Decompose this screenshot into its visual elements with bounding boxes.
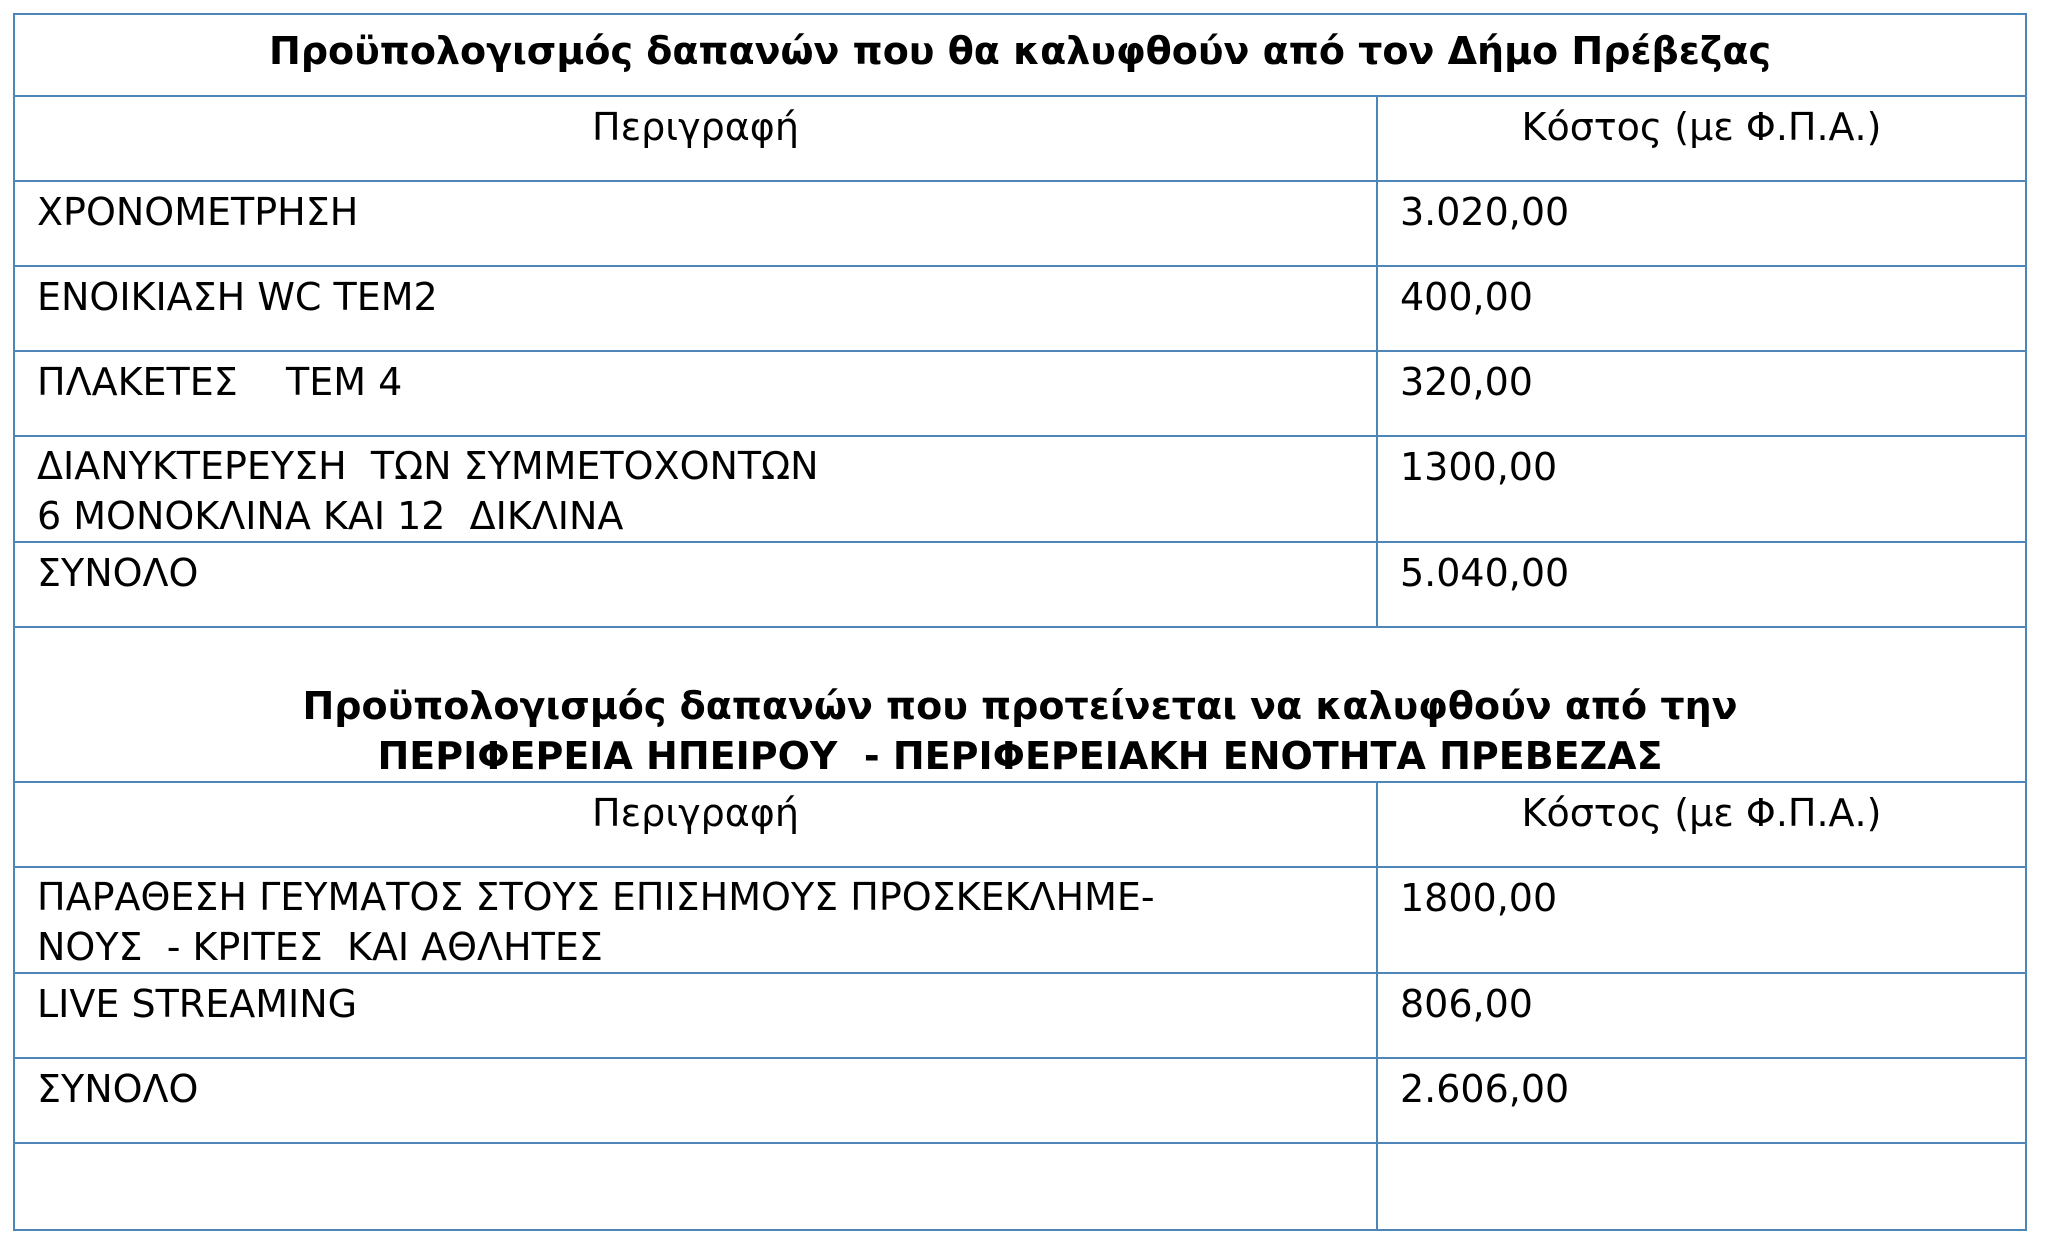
row-desc-line1: ΠΑΡΑΘΕΣΗ ΓΕΥΜΑΤΟΣ ΣΤΟΥΣ ΕΠΙΣΗΜΟΥΣ ΠΡΟΣΚΕΚΛΗΜΕ- [37,875,1155,919]
row-desc [14,867,1377,973]
table-row-total [14,542,2026,627]
section2-header-row [14,782,2026,867]
empty-cell [14,1143,1377,1230]
table-row [14,867,2026,973]
section2-title-line2: ΠΕΡΙΦΕΡΕΙΑ ΗΠΕΙΡΟΥ - ΠΕΡΙΦΕΡΕΙΑΚΗ ΕΝΟΤΗΤΑ ΠΡΕΒΕΖΑΣ [377,734,1663,778]
section2-title [14,627,2026,782]
row-cost: 806,00 [1377,973,2026,1058]
row-cost: 400,00 [1377,266,2026,351]
section1-header-row [14,96,2026,181]
row-cost: 320,00 [1377,351,2026,436]
section1-title-text: Προϋπολογισμός δαπανών που θα καλυφθούν από τον Δήμο Πρέβεζας [269,29,1771,73]
section1-title [14,14,2026,96]
total-cost: 2.606,00 [1377,1058,2026,1143]
row-desc-line2: 6 ΜΟΝΟΚΛΙΝΑ ΚΑΙ 12 ΔΙΚΛΙΝΑ [37,494,624,538]
table-row [14,436,2026,542]
total-label: ΣΥΝΟΛΟ [14,542,1377,627]
empty-row [14,1143,2026,1230]
row-desc [14,436,1377,542]
section2-title-row [14,627,2026,782]
table-row-total [14,1058,2026,1143]
section2-header-cost: Κόστος (με Φ.Π.Α.) [1377,782,2026,867]
row-cost: 3.020,00 [1377,181,2026,266]
empty-cell [1377,1143,2026,1230]
total-cost: 5.040,00 [1377,542,2026,627]
table-row [14,351,2026,436]
row-desc: LIVE STREAMING [14,973,1377,1058]
section1-title-row [14,14,2026,96]
row-desc-line1: ΔΙΑΝΥΚΤΕΡΕΥΣΗ ΤΩΝ ΣΥΜΜΕΤΟΧΟΝΤΩΝ [37,444,819,488]
row-desc: ΠΛΑΚΕΤΕΣ ΤΕΜ 4 [14,351,1377,436]
row-cost: 1800,00 [1377,867,2026,973]
section2-header-desc: Περιγραφή [14,782,1377,867]
table-row [14,973,2026,1058]
section1-header-cost: Κόστος (με Φ.Π.Α.) [1377,96,2026,181]
row-desc-line2: ΝΟΥΣ - ΚΡΙΤΕΣ ΚΑΙ ΑΘΛΗΤΕΣ [37,925,603,969]
row-desc: ΕΝΟΙΚΙΑΣΗ WC ΤΕΜ2 [14,266,1377,351]
table-row [14,181,2026,266]
table-row [14,266,2026,351]
budget-table [13,13,2027,1231]
section2-title-line1: Προϋπολογισμός δαπανών που προτείνεται να καλυφθούν από την [302,684,1738,728]
section1-header-desc: Περιγραφή [14,96,1377,181]
row-cost: 1300,00 [1377,436,2026,542]
row-desc: ΧΡΟΝΟΜΕΤΡΗΣΗ [14,181,1377,266]
total-label: ΣΥΝΟΛΟ [14,1058,1377,1143]
